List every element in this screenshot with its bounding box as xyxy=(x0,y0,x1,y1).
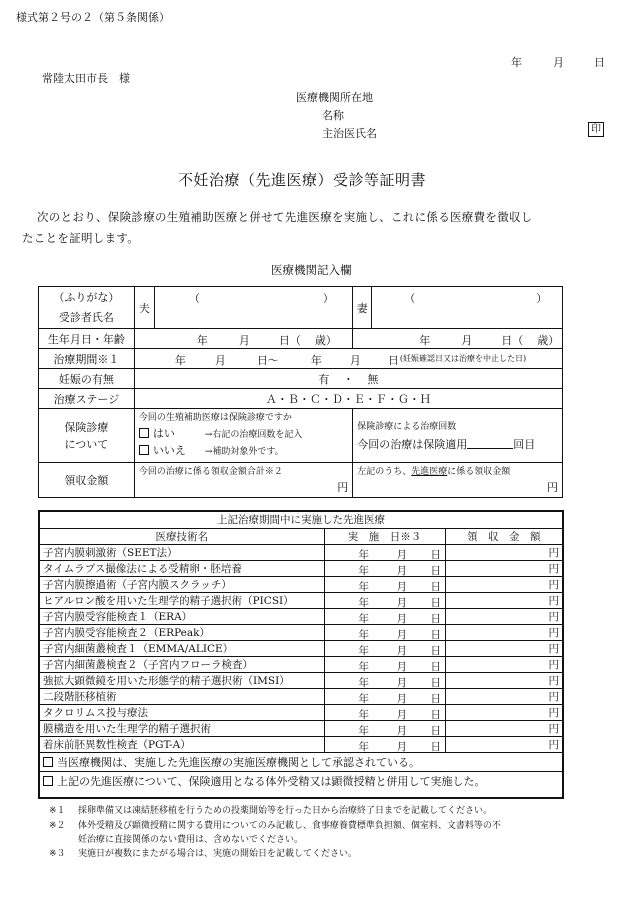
advanced-row xyxy=(40,544,562,560)
insurance-yes-note: →右記の治療回数を記入 xyxy=(204,430,303,440)
date-field[interactable] xyxy=(324,624,445,640)
check-approved-box[interactable] xyxy=(43,757,53,767)
date-field[interactable] xyxy=(324,656,445,672)
issuer-address-label: 医療機関所在地 xyxy=(296,91,373,104)
section-title: 医療機関記入欄 xyxy=(271,263,352,277)
check-approved-row[interactable] xyxy=(40,752,562,771)
date-year: 年 xyxy=(358,740,369,752)
date-field[interactable] xyxy=(324,704,445,720)
tech-name: ヒアルロン酸を用いた生理学的精子選択術（PICSI） xyxy=(40,592,324,608)
insurance-label-cell xyxy=(39,409,135,463)
date-year: 年 xyxy=(358,596,369,608)
husband-birth-month: 月 xyxy=(238,334,250,347)
wife-birth-field[interactable] xyxy=(353,329,563,349)
advanced-title: 上記治療期間中に実施した先進医療 xyxy=(40,512,562,528)
date-day: 日 xyxy=(430,596,441,608)
date-day: 日 xyxy=(430,708,441,720)
date-field[interactable] xyxy=(324,560,445,576)
tech-name: タクロリムス投与療法 xyxy=(40,704,324,720)
wife-age: 歳） xyxy=(537,334,560,347)
date-field[interactable] xyxy=(324,592,445,608)
receipt-advanced-yen: 円 xyxy=(547,481,558,494)
period-start-day: 日～ xyxy=(256,354,279,367)
date-field[interactable] xyxy=(324,672,445,688)
amount-field[interactable]: 円 xyxy=(445,592,562,608)
wife-label: 妻 xyxy=(353,287,372,329)
col-date-header: 実 施 日※３ xyxy=(324,528,445,544)
period-start-year: 年 xyxy=(174,354,186,367)
note-2-text-a: 体外受精及び顕微授精に関する費用についてのみ記載し、食事療養費標準負担額、個室料、文書料等の不 xyxy=(78,821,501,831)
note-2-mark: ※２ xyxy=(49,821,66,831)
insurance-yes-row[interactable] xyxy=(139,426,348,443)
date-field[interactable] xyxy=(324,576,445,592)
date-year: 年 xyxy=(358,724,369,736)
birth-label: 生年月日・年齢 xyxy=(39,329,135,349)
insurance-no-label: いいえ xyxy=(152,444,186,457)
husband-furigana-close: ） xyxy=(322,292,334,305)
amount-field[interactable]: 円 xyxy=(445,576,562,592)
receipt-advanced-cell[interactable] xyxy=(353,463,563,498)
insurance-no-note: →補助対象外です。 xyxy=(204,447,284,457)
husband-age: 歳） xyxy=(314,334,337,347)
advanced-care-table xyxy=(40,512,562,790)
date-day: 日 xyxy=(430,564,441,576)
date-day: 日 xyxy=(430,676,441,688)
date-month: 月 xyxy=(396,580,407,592)
date-month: 月 xyxy=(396,740,407,752)
advanced-row xyxy=(40,560,562,576)
insurance-no-row[interactable] xyxy=(139,443,348,460)
date-day: 日 xyxy=(430,628,441,640)
husband-name-field[interactable] xyxy=(154,287,352,329)
receipt-breakdown-suffix: に係る領収金額 xyxy=(447,467,511,477)
date-month: 月 xyxy=(396,692,407,704)
amount-field[interactable]: 円 xyxy=(445,608,562,624)
tech-name: 子宮内膜受容能検査２（ERPeak） xyxy=(40,624,324,640)
insurance-yes-checkbox[interactable] xyxy=(139,428,149,438)
receipt-breakdown-prefix: 左記のうち、 xyxy=(357,467,412,477)
advanced-row xyxy=(40,704,562,720)
tech-name: 子宮内膜受容能検査１（ERA） xyxy=(40,608,324,624)
amount-field[interactable]: 円 xyxy=(445,720,562,736)
date-day: 日 xyxy=(430,548,441,560)
treatment-period-label: 治療期間※１ xyxy=(39,349,135,369)
date-day: 日 xyxy=(430,644,441,656)
tech-name: 子宮内細菌叢検査１（EMMA/ALICE） xyxy=(40,640,324,656)
patient-name-label: 受診者氏名 xyxy=(58,310,114,324)
insurance-label-2: について xyxy=(64,437,109,451)
date-field[interactable] xyxy=(324,736,445,752)
date-field[interactable] xyxy=(324,688,445,704)
amount-field[interactable]: 円 xyxy=(445,560,562,576)
pregnancy-no[interactable]: 無 xyxy=(367,372,379,386)
note-1-mark: ※１ xyxy=(49,806,66,816)
amount-field[interactable]: 円 xyxy=(445,736,562,752)
check-combined-row[interactable] xyxy=(40,771,562,790)
patient-info-table xyxy=(38,286,563,498)
issuer-doctor-label: 主治医氏名 xyxy=(322,127,377,140)
wife-furigana-open: （ xyxy=(404,292,416,305)
date-month: 月 xyxy=(396,596,407,608)
date-month: 月 xyxy=(396,564,407,576)
date-year: 年 xyxy=(358,676,369,688)
insurance-question: 今回の生殖補助医療は保険診療ですか xyxy=(138,413,292,423)
note-2-text-b: 妊治療に直接関係のない費用は、含めないでください。 xyxy=(78,835,304,845)
date-month: 月 xyxy=(396,676,407,688)
advanced-row xyxy=(40,688,562,704)
tech-name: 二段階胚移植術 xyxy=(40,688,324,704)
receipt-advanced-label xyxy=(357,465,558,480)
date-day: 日 xyxy=(430,612,441,624)
tech-name: 子宮内細菌叢検査２（子宮内フローラ検査） xyxy=(40,656,324,672)
date-day: 日 xyxy=(430,740,441,752)
col-amount-header: 領 収 金 額 xyxy=(445,528,562,544)
check-approved-text: 当医療機関は、実施した先進医療の実施医療機関として承認されている。 xyxy=(57,755,420,769)
insurance-count-unit: 回目 xyxy=(513,437,536,451)
date-month: 月 xyxy=(396,548,407,560)
seal-mark xyxy=(588,122,604,137)
note-3-text: 実施日が複数にまたがる場合は、実施の開始日を記載してください。 xyxy=(78,849,358,859)
amount-field[interactable]: 円 xyxy=(445,672,562,688)
wife-birth-month: 月 xyxy=(461,334,473,347)
wife-birth-year: 年 xyxy=(419,334,431,347)
tech-name: 子宮内膜刺激術（SEET法） xyxy=(40,544,324,560)
intro-line-1: 次のとおり、保険診療の生殖補助医療と併せて先進医療を実施し、これに係る医療費を徴収し xyxy=(37,210,533,224)
advanced-row xyxy=(40,592,562,608)
date-month: 月 xyxy=(396,644,407,656)
tech-name: タイムラプス撮像法による受精卵・胚培養 xyxy=(40,560,324,576)
amount-field[interactable]: 円 xyxy=(445,704,562,720)
insurance-count-row[interactable] xyxy=(357,436,558,454)
note-1-text: 採卵準備又は凍結胚移植を行うための投薬開始等を行った日から治療終了日までを記載してください。 xyxy=(78,806,493,816)
date-year: 年 xyxy=(358,692,369,704)
treatment-period-field[interactable] xyxy=(134,349,562,369)
receipt-breakdown-underlined: 先進医療 xyxy=(411,467,448,477)
pregnancy-sep: ・ xyxy=(342,372,354,386)
advanced-row xyxy=(40,656,562,672)
tech-name: 子宮内膜擦過術（子宮内膜スクラッチ） xyxy=(40,576,324,592)
tech-name: 膜構造を用いた生理学的精子選択術 xyxy=(40,720,324,736)
date-month: 月 xyxy=(396,628,407,640)
tech-name: 着床前胚異数性検査（PGT-A） xyxy=(40,736,324,752)
note-3-mark: ※３ xyxy=(49,849,66,859)
insurance-question-cell xyxy=(134,409,352,463)
advanced-row xyxy=(40,672,562,688)
form-id: 様式第２号の２（第５条関係） xyxy=(16,11,170,24)
date-field[interactable] xyxy=(324,544,445,560)
pregnancy-options[interactable] xyxy=(134,369,562,389)
check-combined-text: 上記の先進医療について、保険適用となる体外受精又は顕微授精と併用して実施した。 xyxy=(57,774,486,788)
date-year: 年 xyxy=(358,644,369,656)
insurance-no-checkbox[interactable] xyxy=(139,445,149,455)
date-year: 年 xyxy=(358,548,369,560)
amount-field[interactable]: 円 xyxy=(445,656,562,672)
period-start-month: 月 xyxy=(214,354,226,367)
wife-name-field[interactable] xyxy=(372,287,563,329)
date-year: 年 xyxy=(358,564,369,576)
seal-text: 印 xyxy=(588,122,604,137)
husband-furigana-open: （ xyxy=(188,292,200,305)
advanced-row xyxy=(40,736,562,752)
issuer-name-label: 名称 xyxy=(322,109,344,122)
addressee: 常陸太田市長 様 xyxy=(42,72,130,85)
husband-birth-day: 日（ xyxy=(278,334,301,347)
date-field[interactable] xyxy=(324,720,445,736)
amount-field[interactable]: 円 xyxy=(445,544,562,560)
date-day: 日 xyxy=(430,692,441,704)
advanced-row xyxy=(40,720,562,736)
advanced-row xyxy=(40,576,562,592)
date-year: 年 xyxy=(358,580,369,592)
insurance-yes-label: はい xyxy=(152,427,175,440)
period-end-month: 月 xyxy=(349,354,361,367)
advanced-row xyxy=(40,640,562,656)
date-year: 年 xyxy=(358,708,369,720)
advanced-row xyxy=(40,608,562,624)
amount-field[interactable]: 円 xyxy=(445,624,562,640)
date-month: 月 xyxy=(396,724,407,736)
insurance-count-label: 保険診療による治療回数 xyxy=(357,421,457,432)
insurance-label-1: 保険診療 xyxy=(64,420,109,434)
document-title: 不妊治療（先進医療）受診等証明書 xyxy=(178,171,427,189)
date-field[interactable] xyxy=(324,608,445,624)
date-year-label: 年 xyxy=(511,56,522,69)
intro-line-2: たことを証明します。 xyxy=(22,231,140,245)
check-combined-box[interactable] xyxy=(43,776,53,786)
wife-furigana-close: ） xyxy=(536,292,548,305)
pregnancy-yes[interactable]: 有 xyxy=(318,372,330,386)
advanced-row xyxy=(40,624,562,640)
period-end-year: 年 xyxy=(310,354,322,367)
date-day: 日 xyxy=(430,660,441,672)
col-tech-header: 医療技術名 xyxy=(40,528,324,544)
receipt-label: 領収金額 xyxy=(39,463,135,498)
receipt-total-label: 今回の治療に係る領収金額合計※２ xyxy=(138,467,283,477)
period-end-day: 日 xyxy=(387,354,399,367)
amount-field[interactable]: 円 xyxy=(445,688,562,704)
date-year: 年 xyxy=(358,628,369,640)
husband-birth-field[interactable] xyxy=(134,329,352,349)
date-month: 月 xyxy=(396,708,407,720)
date-month: 月 xyxy=(396,612,407,624)
furigana-label: （ふりがな） xyxy=(53,290,120,304)
stage-label: 治療ステージ xyxy=(39,389,135,409)
insurance-count-cell xyxy=(353,409,563,463)
date-day-label: 日 xyxy=(594,56,605,69)
date-day: 日 xyxy=(430,580,441,592)
date-year: 年 xyxy=(358,660,369,672)
husband-birth-year: 年 xyxy=(196,334,208,347)
patient-name-label-cell xyxy=(39,287,135,329)
date-day: 日 xyxy=(430,724,441,736)
insurance-count-input[interactable] xyxy=(467,438,513,449)
receipt-total-yen: 円 xyxy=(337,481,349,494)
amount-field[interactable]: 円 xyxy=(445,640,562,656)
pregnancy-label: 妊娠の有無 xyxy=(39,369,135,389)
stage-options[interactable]: Ａ・Ｂ・Ｃ・Ｄ・Ｅ・Ｆ・Ｇ・Ｈ xyxy=(134,389,562,409)
date-month-label: 月 xyxy=(553,56,564,69)
husband-label: 夫 xyxy=(134,287,154,329)
receipt-total-cell[interactable] xyxy=(134,463,352,498)
insurance-count-text: 今回の治療は保険適用 xyxy=(357,437,468,451)
date-year: 年 xyxy=(358,612,369,624)
tech-name: 強拡大顕微鏡を用いた形態学的精子選択術（IMSI） xyxy=(40,672,324,688)
wife-birth-day: 日（ xyxy=(501,334,524,347)
date-field[interactable] xyxy=(324,640,445,656)
period-end-note: (妊娠確認日又は治療を中止した日) xyxy=(399,354,527,363)
date-month: 月 xyxy=(396,660,407,672)
